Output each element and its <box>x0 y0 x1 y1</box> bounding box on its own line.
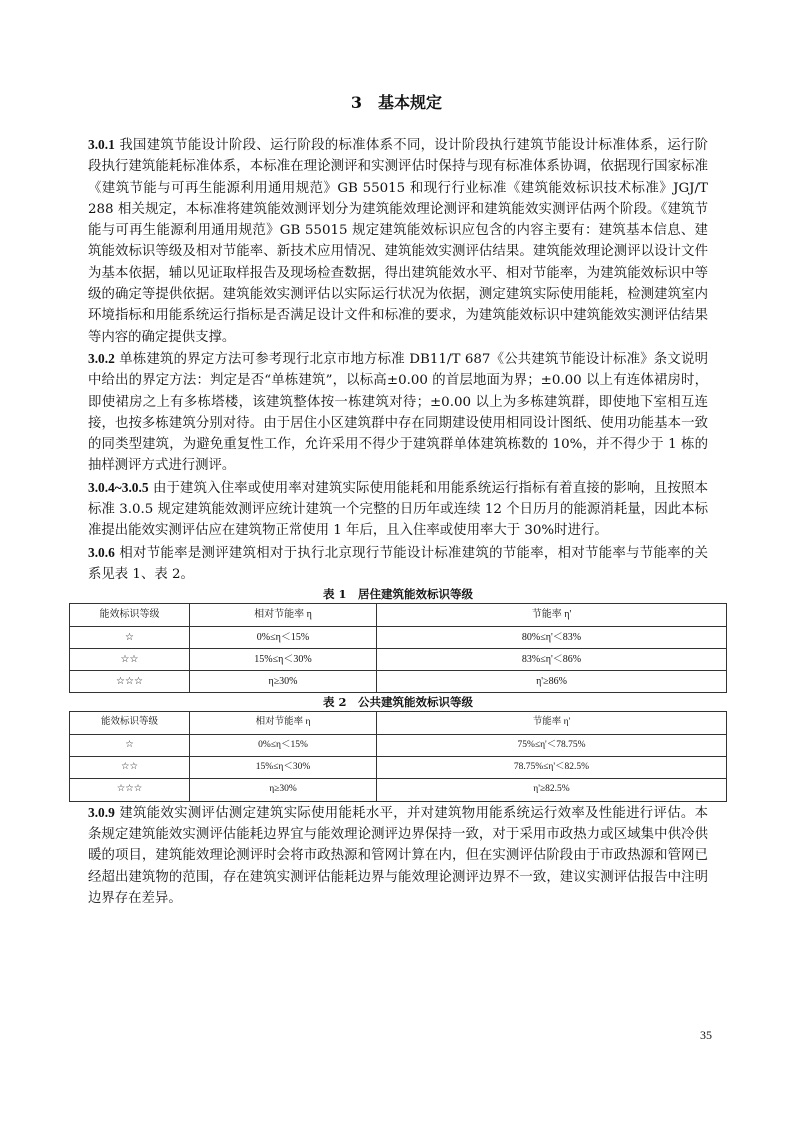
clause-number: 3.0.6 <box>88 544 115 560</box>
cell: ☆☆☆ <box>70 671 190 693</box>
document-body <box>88 134 708 909</box>
cell: 15%≤η＜30% <box>190 757 377 779</box>
page-number: 35 <box>700 1028 712 1042</box>
clause-text: 单栋建筑的界定方法可参考现行北京市地方标准 DB11/T 687《公共建筑节能设计标准》条文说明中给出的界定方法：判定是否“单栋建筑”，以标高±0.00 的首层地面为界；±0.00 以上有连体裙房时，即使裙房之上有多栋塔楼，该建筑整体按一栋建筑对待；±0.00 以上为多栋建筑群，即使地下室相互连接，也按多栋建筑分别对待。由于居住小区建筑群中存在同期建设使用相同设计图纸、使用功能基本一致的同类型建筑，为避免重复性工作，允许采用不得少于建筑群单体建筑栋数的 10%，并不得少于 1 栋的抽样测评方式进行测评。 <box>88 351 708 474</box>
cell: ☆☆☆ <box>70 779 190 801</box>
cell: η≥30% <box>190 671 377 693</box>
cell: 0%≤η＜15% <box>190 626 377 648</box>
clause-number: 3.0.1 <box>88 137 115 152</box>
clause-3-0-9 <box>88 802 708 909</box>
cell: η≥30% <box>190 779 377 801</box>
table-row <box>70 648 727 670</box>
cell: 0%≤η＜15% <box>190 734 377 756</box>
table1-residential-levels <box>69 603 727 693</box>
clause-text: 我国建筑节能设计阶段、运行阶段的标准体系不同，设计阶段执行建筑节能设计标准体系，运行阶段执行建筑能耗标准体系，本标准在理论测评和实测评估时保持与现有标准体系协调，依据现行国家标准《建筑节能与可再生能源利用通用规范》GB 55015 和现行行业标准《建筑能效标识技术标准》JGJ/T 288 相关规定，本标准将建筑能效测评划分为建筑能效理论测评和建筑能效实测评估两个阶段。《建筑节能与可再生能源利用通用规范》GB 55015 规定建筑能效标识应包含的内容主要有：建筑基本信息、建筑能效标识等级及相对节能率、新技术应用情况、建筑能效实测评估结果。建筑能效理论测评以设计文件为基本依据，辅以见证取样报告及现场检查数据，得出建筑能效水平、相对节能率，为建筑能效标识中等级的确定等提供依据。建筑能效实测评估以实际运行状况为依据，测定建筑实际使用能耗，检测建筑室内环境指标和用能系统运行指标是否满足设计文件和标准的要求，为建筑能效标识中建筑能效实测评估结果等内容的确定提供支撑。 <box>88 138 708 345</box>
cell: ☆ <box>70 734 190 756</box>
table-header-row <box>70 604 727 626</box>
cell: ☆ <box>70 626 190 648</box>
clause-3-0-2 <box>88 348 708 477</box>
section-title: 3 基本规定 <box>350 93 443 112</box>
table-row <box>70 734 727 756</box>
cell: ☆☆ <box>70 648 190 670</box>
cell: 15%≤η＜30% <box>190 648 377 670</box>
table-header-row <box>70 712 727 734</box>
cell: 78.75%≤η'＜82.5% <box>377 757 727 779</box>
clause-number: 3.0.4~3.0.5 <box>88 479 149 495</box>
table-row <box>70 626 727 648</box>
table1-caption: 表 1 居住建筑能效标识等级 <box>322 587 473 602</box>
header-cell: 能效标识等级 <box>70 604 190 626</box>
clause-text: 由于建筑入住率或使用率对建筑实际使用能耗和用能系统运行指标有着直接的影响，且按照本标准 3.0.5 规定建筑能效测评应统计建筑一个完整的日历年或连续 12 个日历月的能源消耗量，因此本标准提出能效实测评估应在建筑物正常使用 1 年后，且入住率或使用率大于 30%时进行。 <box>88 480 708 539</box>
table-row <box>70 757 727 779</box>
cell: η'≥82.5% <box>377 779 727 801</box>
table-row <box>70 779 727 801</box>
cell: 83%≤η'＜86% <box>377 648 727 670</box>
clause-text: 相对节能率是测评建筑相对于执行北京现行节能设计标准建筑的节能率，相对节能率与节能率的关系见表 1、表 2。 <box>88 545 708 582</box>
cell: η'≥86% <box>377 671 727 693</box>
clause-3-0-1 <box>88 134 708 348</box>
clause-text: 建筑能效实测评估测定建筑实际使用能耗水平，并对建筑物用能系统运行效率及性能进行评估。本条规定建筑能效实测评估能耗边界宜与能效理论测评边界保持一致，对于采用市政热力或区域集中供冷供暖的项目，建筑能效理论测评时会将市政热源和管网计算在内，但在实测评估阶段由于市政热源和管网已经超出建筑物的范围，存在建筑实测评估能耗边界与能效理论测评边界不一致，建议实测评估报告中注明边界存在差异。 <box>88 805 708 906</box>
header-cell: 能效标识等级 <box>70 712 190 734</box>
header-cell: 节能率 η' <box>377 712 727 734</box>
table2-public-levels <box>69 711 727 801</box>
clause-3-0-6 <box>88 542 708 586</box>
table-row <box>70 671 727 693</box>
header-cell: 相对节能率 η <box>190 712 377 734</box>
cell: 75%≤η'＜78.75% <box>377 734 727 756</box>
header-cell: 相对节能率 η <box>190 604 377 626</box>
table2-caption: 表 2 公共建筑能效标识等级 <box>322 695 473 710</box>
cell: ☆☆ <box>70 757 190 779</box>
cell: 80%≤η'＜83% <box>377 626 727 648</box>
header-cell: 节能率 η' <box>377 604 727 626</box>
clause-number: 3.0.9 <box>88 804 115 820</box>
clause-3-0-4-5 <box>88 477 708 542</box>
clause-number: 3.0.2 <box>88 350 115 366</box>
